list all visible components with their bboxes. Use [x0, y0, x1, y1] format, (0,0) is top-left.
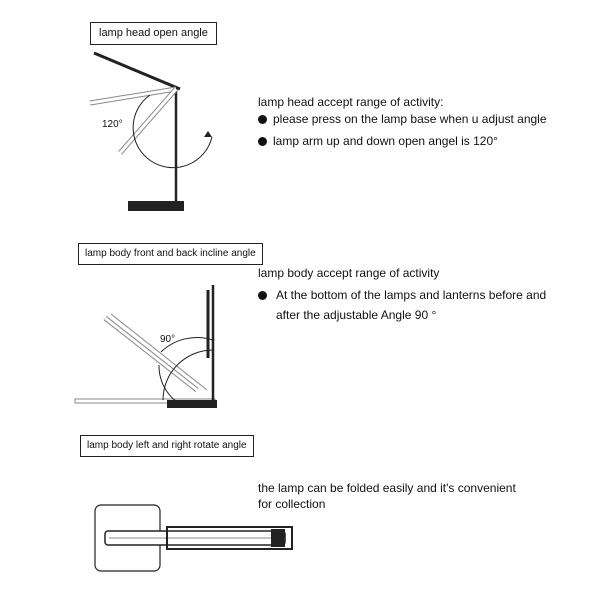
label-lamp-body-rotate-angle: lamp body left and right rotate angle: [80, 435, 254, 457]
angle-label-120: 120°: [102, 119, 123, 130]
label-lamp-head-open-angle: lamp head open angle: [90, 22, 217, 45]
section2-heading: lamp body accept range of activity: [258, 266, 440, 280]
section3-line1: the lamp can be folded easily and it's convenient: [258, 481, 516, 495]
label-lamp-body-incline-angle: lamp body front and back incline angle: [78, 243, 263, 265]
section1-heading: lamp head accept range of activity:: [258, 95, 444, 109]
folded-lamp-top-view-diagram: [95, 505, 315, 585]
lamp-body-incline-angle-diagram: [75, 280, 245, 410]
section3-line2: for collection: [258, 497, 326, 511]
section1-bullet-1: please press on the lamp base when u adjust angle: [273, 112, 547, 126]
angle-label-90: 90°: [160, 334, 176, 345]
section1-bullet-2: lamp arm up and down open angel is 120°: [273, 134, 498, 148]
bullet-icon: [258, 137, 267, 146]
bullet-icon: [258, 115, 267, 124]
section2-bullet-line1: At the bottom of the lamps and lanterns before and: [276, 288, 547, 302]
section2-bullet-line2: after the adjustable Angle 90 °: [276, 308, 437, 322]
lamp-head-open-angle-diagram: [80, 45, 280, 215]
bullet-icon: [258, 291, 267, 300]
